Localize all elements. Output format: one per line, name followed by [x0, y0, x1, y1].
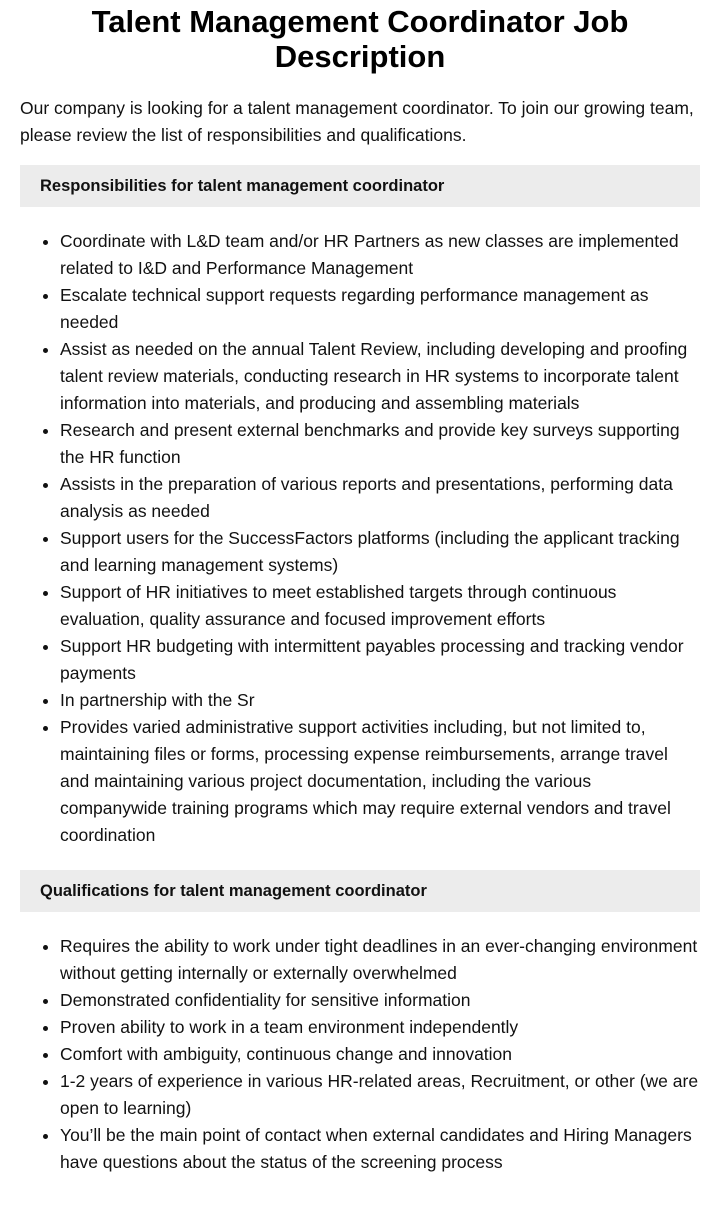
- list-item: • Support of HR initiatives to meet established targets through continuous evaluation, quality assurance and focused improvement efforts: [60, 579, 700, 633]
- list-item: • 1-2 years of experience in various HR-related areas, Recruitment, or other (we are open to learning): [60, 1068, 700, 1122]
- list-item: • You’ll be the main point of contact when external candidates and Hiring Managers have questions about the status of the screening process: [60, 1122, 700, 1176]
- list-item: • Escalate technical support requests regarding performance management as needed: [60, 282, 700, 336]
- page-title: Talent Management Coordinator Job Description: [91, 4, 629, 74]
- list-item: • Proven ability to work in a team environment independently: [60, 1014, 700, 1041]
- responsibilities-heading: Responsibilities for talent management coordinator: [20, 165, 700, 207]
- list-item: • Requires the ability to work under tight deadlines in an ever-changing environment without getting internally or externally overwhelmed: [60, 933, 700, 987]
- list-item: • Comfort with ambiguity, continuous change and innovation: [60, 1041, 700, 1068]
- list-item: • Support HR budgeting with intermittent payables processing and tracking vendor payments: [60, 633, 700, 687]
- list-item: • Demonstrated confidentiality for sensitive information: [60, 987, 700, 1014]
- responsibilities-list: [20, 228, 700, 849]
- intro-text: Our company is looking for a talent management coordinator. To join our growing team, please review the list of responsibilities and qualifications.: [20, 98, 694, 145]
- list-item: • Research and present external benchmarks and provide key surveys supporting the HR function: [60, 417, 700, 471]
- list-item: • Assists in the preparation of various reports and presentations, performing data analysis as needed: [60, 471, 700, 525]
- qualifications-list: [20, 933, 700, 1176]
- qualifications-heading: Qualifications for talent management coordinator: [20, 870, 700, 912]
- list-item: • Provides varied administrative support activities including, but not limited to, maintaining files or forms, processing expense reimbursements, arrange travel and maintaining various project documentation, including the various companywide training programs which may require external vendors and travel coordination: [60, 714, 700, 849]
- list-item: • In partnership with the Sr: [60, 687, 700, 714]
- list-item: • Assist as needed on the annual Talent Review, including developing and proofing talent review materials, conducting research in HR systems to incorporate talent information into materials, and producing and assembling materials: [60, 336, 700, 417]
- list-item: • Coordinate with L&D team and/or HR Partners as new classes are implemented related to I&D and Performance Management: [60, 228, 700, 282]
- list-item: • Support users for the SuccessFactors platforms (including the applicant tracking and learning management systems): [60, 525, 700, 579]
